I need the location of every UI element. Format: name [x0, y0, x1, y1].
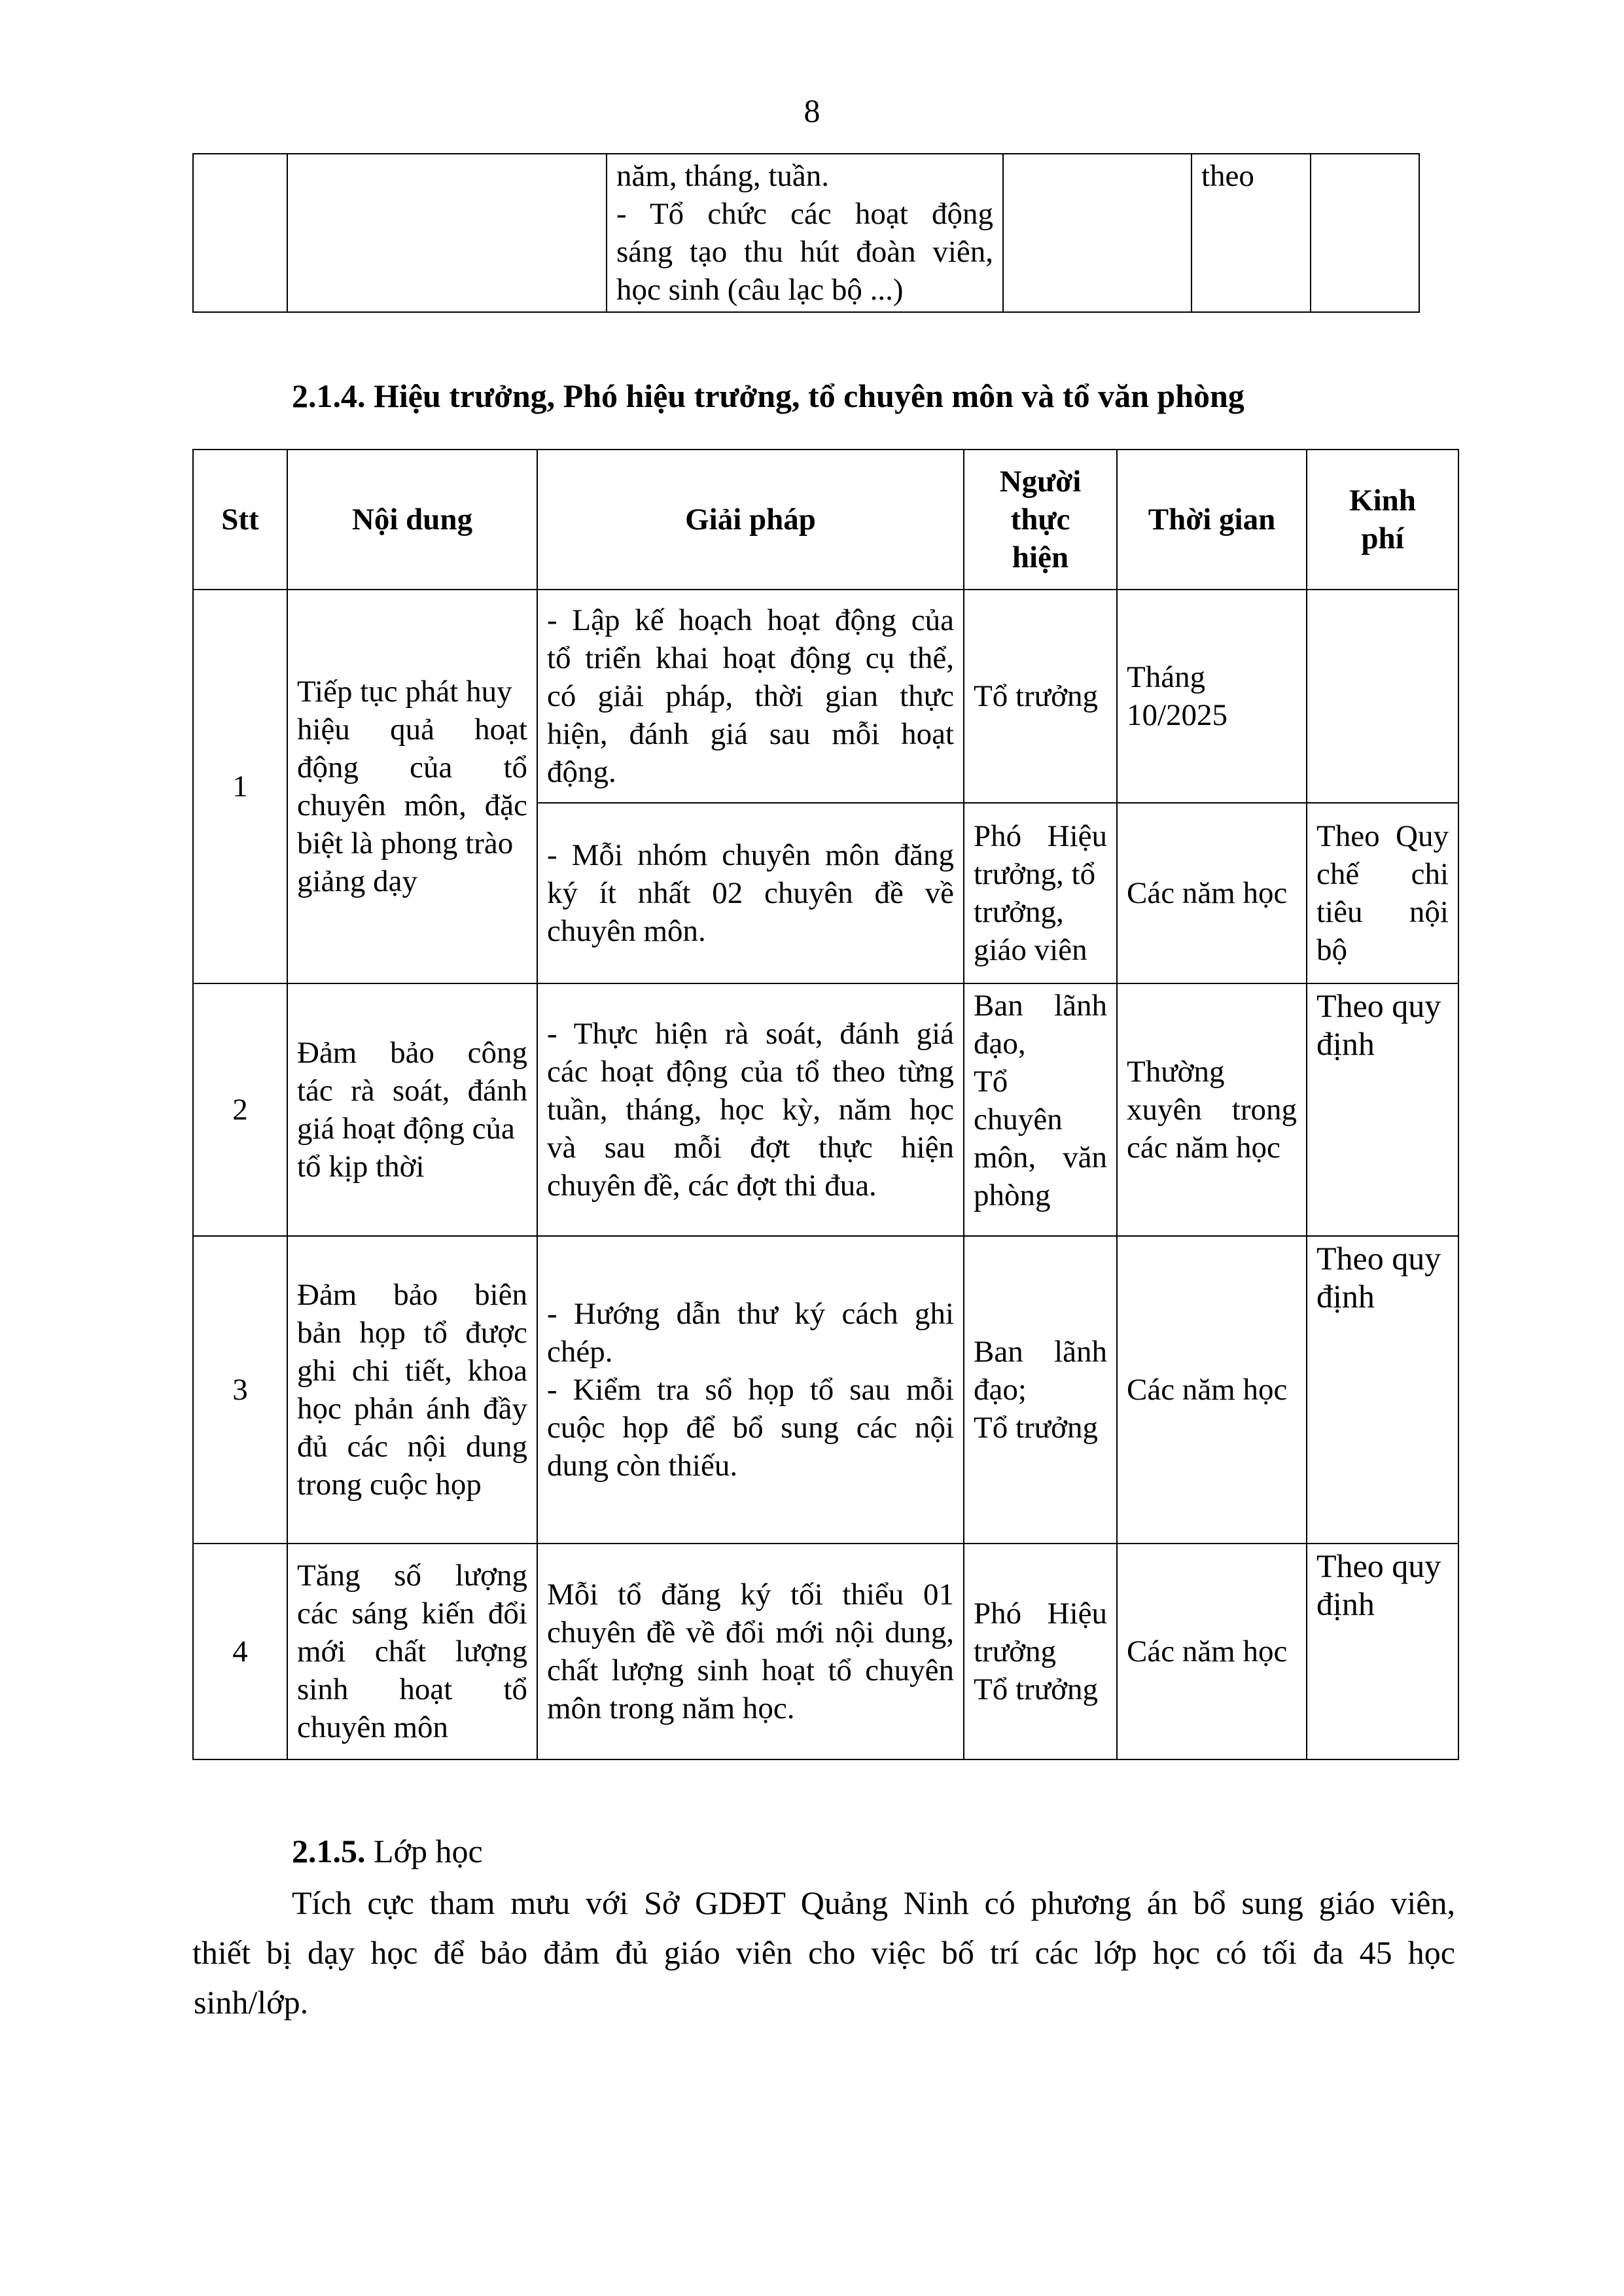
person-cell: Phó Hiệu trưởng Tổ trưởng: [964, 1544, 1117, 1759]
stt-cell: 2: [193, 983, 287, 1236]
header-solution: Giải pháp: [537, 450, 964, 590]
time-cell: Thường xuyên trong các năm học: [1117, 983, 1307, 1236]
continuation-table: [192, 153, 1420, 313]
solution-cell: năm, tháng, tuần. - Tổ chức các hoạt động sáng tạo thu hút đoàn viên, học sinh (câu lạc bộ ...): [607, 154, 1003, 312]
solution-cell: - Lập kế hoạch hoạt động của tổ triển khai hoạt động cụ thể, có giải pháp, thời gian thực hiện, đánh giá sau mỗi hoạt động.: [537, 590, 964, 803]
solution-cell: - Hướng dẫn thư ký cách ghi chép. - Kiểm tra sổ họp tổ sau mỗi cuộc họp để bổ sung các nội dung còn thiếu.: [537, 1236, 964, 1544]
stt-cell: 1: [193, 590, 287, 983]
header-budget: Kinh phí: [1307, 450, 1458, 590]
main-table: [192, 449, 1459, 1760]
table-row: [193, 1236, 1458, 1544]
person-cell: Phó Hiệu trưởng, tổ trưởng, giáo viên: [964, 803, 1117, 983]
content-cell: Tiếp tục phát huy hiệu quả hoạt động của tổ chuyên môn, đặc biệt là phong trào giảng dạy: [287, 590, 537, 983]
solution-cell: Mỗi tổ đăng ký tối thiểu 01 chuyên đề về đổi mới nội dung, chất lượng sinh hoạt tổ chuyên môn trong năm học.: [537, 1544, 964, 1759]
section-2-1-5-title: [292, 1832, 483, 1870]
content-cell: Đảm bảo biên bản họp tổ được ghi chi tiết, khoa học phản ánh đầy đủ các nội dung trong cuộc họp: [287, 1236, 537, 1544]
time-cell: Các năm học: [1117, 1544, 1307, 1759]
person-cell: Ban lãnh đạo; Tổ trưởng: [964, 1236, 1117, 1544]
content-cell: Đảm bảo công tác rà soát, đánh giá hoạt động của tổ kịp thời: [287, 983, 537, 1236]
table-row: [193, 983, 1458, 1236]
solution-cell: - Mỗi nhóm chuyên môn đăng ký ít nhất 02 chuyên đề về chuyên môn.: [537, 803, 964, 983]
solution-cell: - Thực hiện rà soát, đánh giá các hoạt động của tổ theo từng tuần, tháng, học kỳ, năm học và sau mỗi đợt thực hiện chuyên đề, các đợt thi đua.: [537, 983, 964, 1236]
header-person: Người thực hiện: [964, 450, 1117, 590]
empty-cell: [287, 154, 607, 312]
time-cell: Tháng 10/2025: [1117, 590, 1307, 803]
table-row: [193, 1544, 1458, 1759]
header-row: [193, 450, 1458, 590]
section-2-1-5-paragraph: Tích cực tham mưu với Sở GDĐT Quảng Ninh có phương án bổ sung giáo viên, thiết bị dạy học để bảo đảm đủ giáo viên cho việc bố trí các lớp học có tối đa 45 học sinh/lớp.: [192, 1884, 1455, 2021]
header-time: Thời gian: [1117, 450, 1307, 590]
time-cell: theo: [1192, 154, 1311, 312]
section-name: Lớp học: [374, 1833, 483, 1869]
budget-cell: Theo Quy chế chi tiêu nội bộ: [1307, 803, 1458, 983]
budget-cell: [1307, 590, 1458, 803]
header-content: Nội dung: [287, 450, 537, 590]
header-stt: Stt: [193, 450, 287, 590]
section-2-1-4-title: 2.1.4. Hiệu trưởng, Phó hiệu trưởng, tổ chuyên môn và tổ văn phòng: [292, 378, 1244, 414]
person-cell: Ban lãnh đạo, Tổ chuyên môn, văn phòng: [964, 983, 1117, 1236]
budget-cell: Theo quy định: [1307, 983, 1458, 1236]
empty-cell: [193, 154, 287, 312]
budget-cell: Theo quy định: [1307, 1544, 1458, 1759]
empty-cell: [1003, 154, 1192, 312]
stt-cell: 3: [193, 1236, 287, 1544]
empty-cell: [1311, 154, 1419, 312]
content-cell: Tăng số lượng các sáng kiến đổi mới chất lượng sinh hoạt tổ chuyên môn: [287, 1544, 537, 1759]
table-row: [193, 590, 1458, 803]
time-cell: Các năm học: [1117, 1236, 1307, 1544]
stt-cell: 4: [193, 1544, 287, 1759]
page-number: 8: [803, 92, 821, 129]
section-number: 2.1.5.: [292, 1833, 366, 1869]
budget-cell: Theo quy định: [1307, 1236, 1458, 1544]
person-cell: Tổ trưởng: [964, 590, 1117, 803]
time-cell: Các năm học: [1117, 803, 1307, 983]
